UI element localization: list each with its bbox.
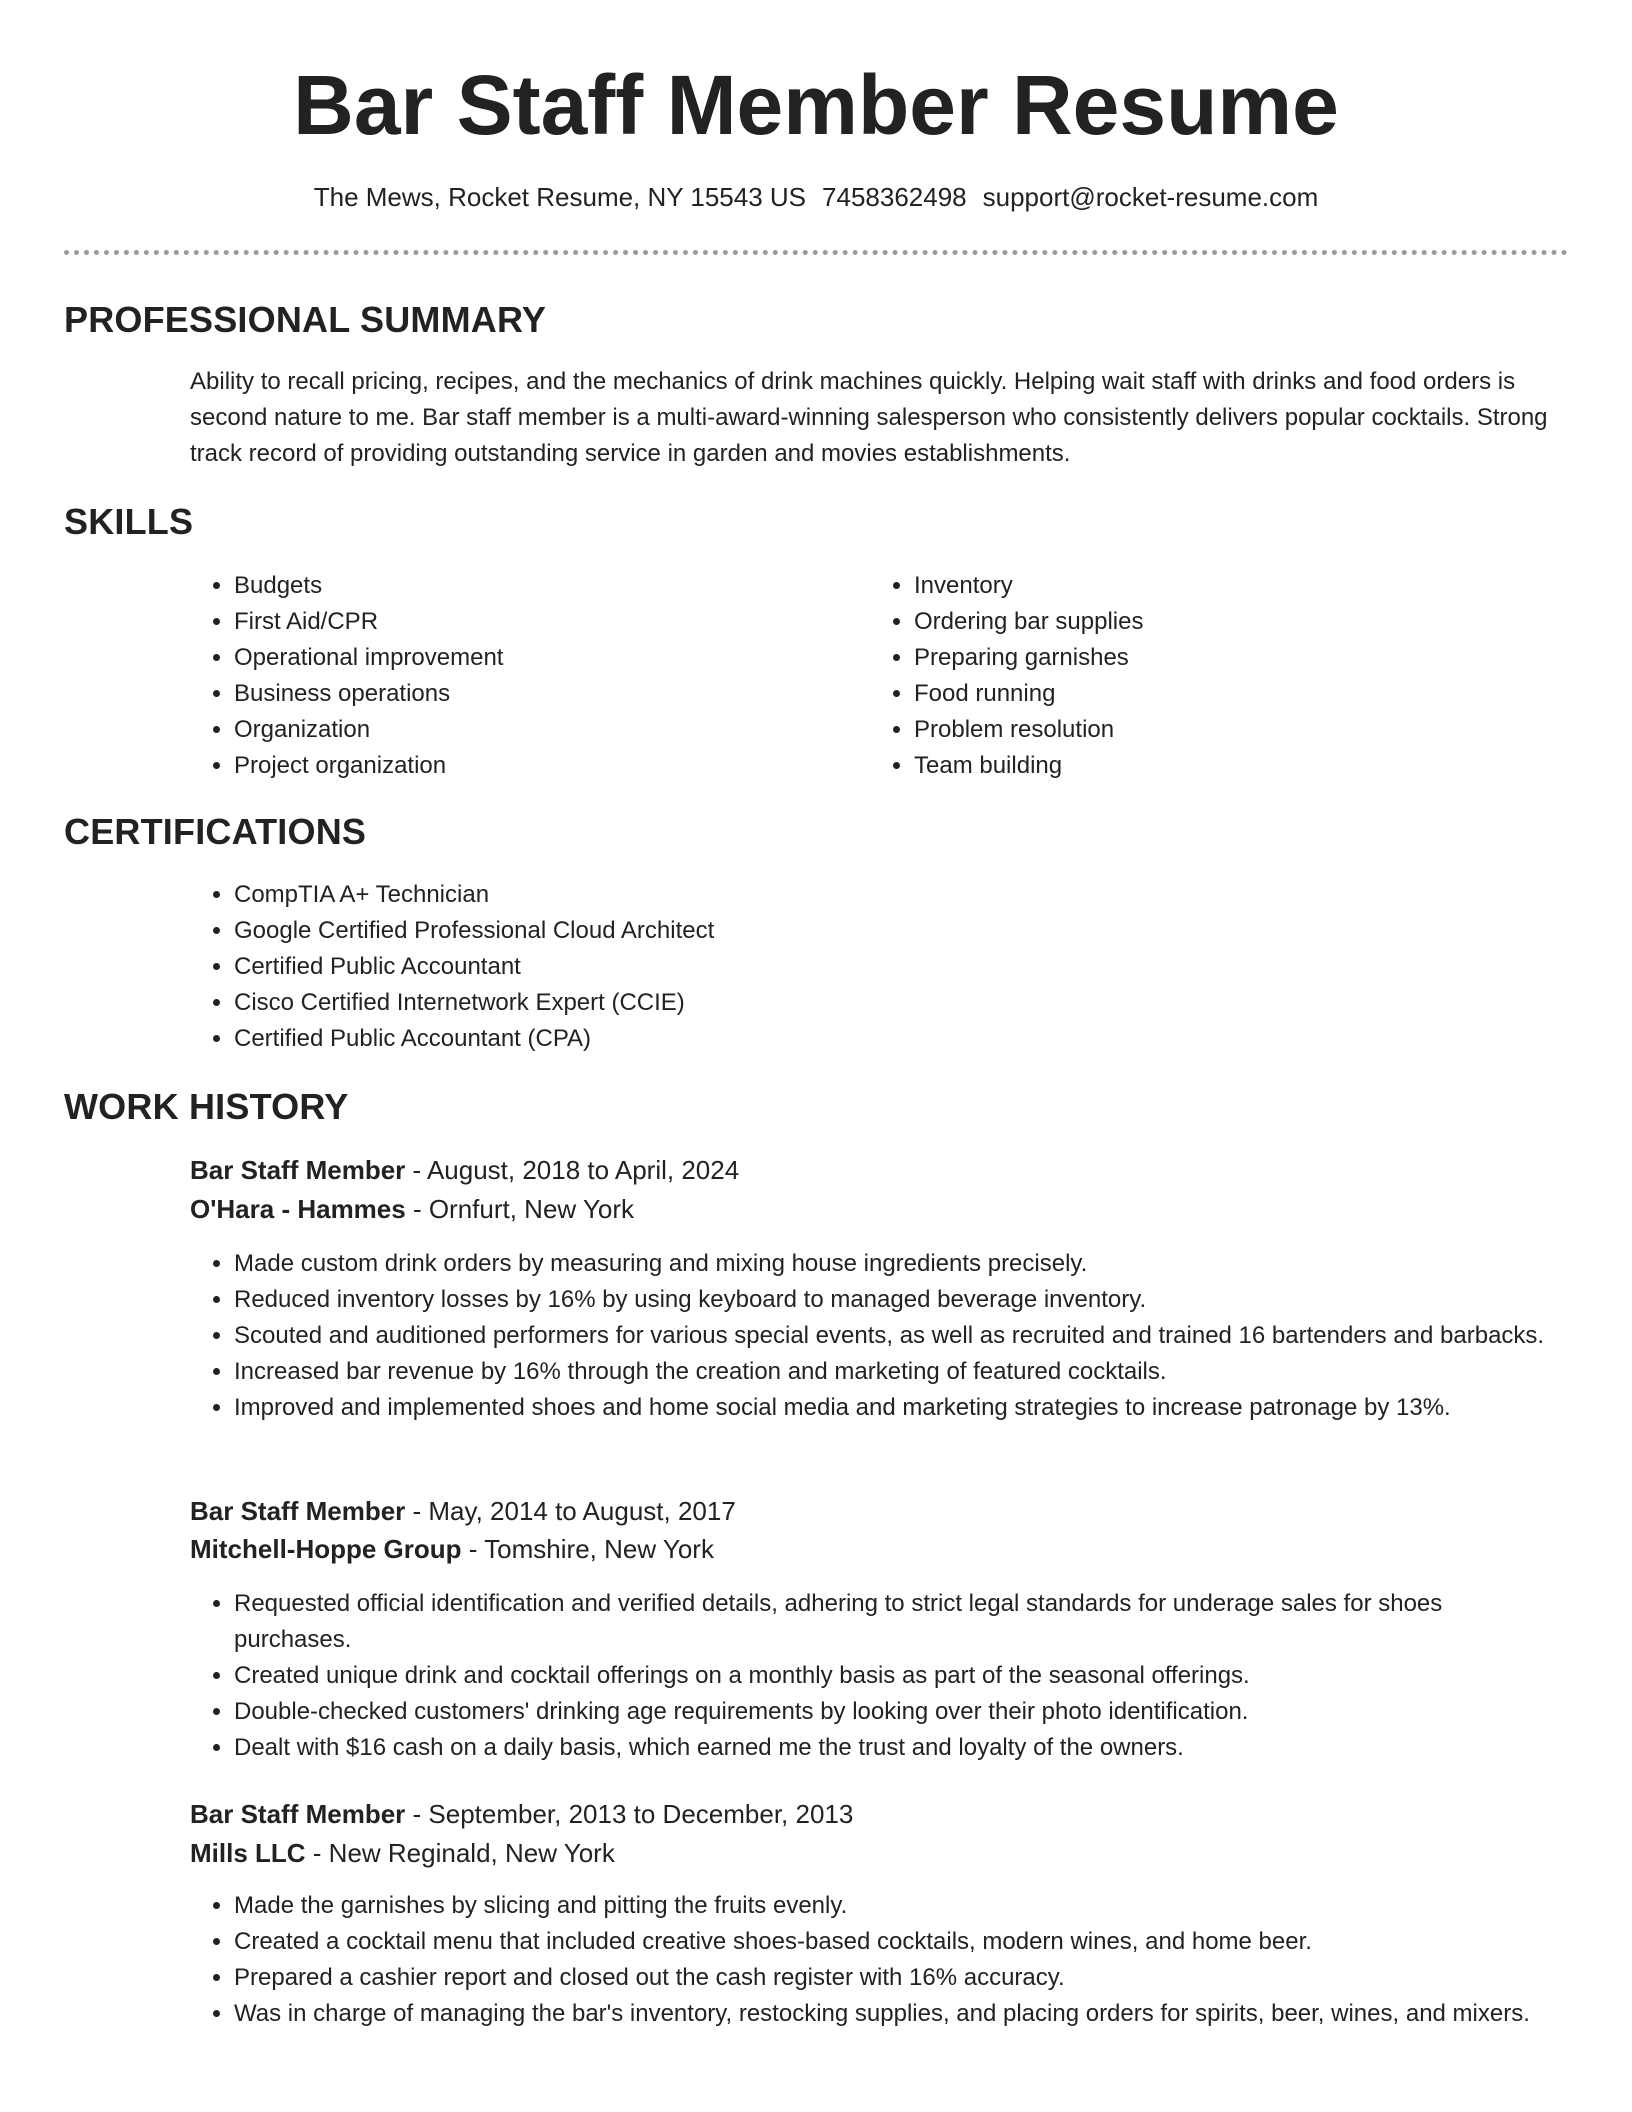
list-item: • Project organization: [234, 748, 854, 784]
list-item: • Created a cocktail menu that included creative shoes-based cocktails, modern wines, and home beer.: [234, 1924, 1564, 1960]
skills-heading: SKILLS: [64, 501, 194, 542]
list-item: • Budgets: [234, 568, 854, 604]
job-1-location: - Ornfurt, New York: [405, 1194, 635, 1224]
job-3-role-line: [190, 1795, 853, 1833]
list-item: • Scouted and auditioned performers for various special events, as well as recruited and trained 16 bartenders and barbacks.: [234, 1318, 1564, 1354]
job-2-role-line: [190, 1492, 736, 1530]
list-item: • Business operations: [234, 676, 854, 712]
job-2-duties: [190, 1586, 1564, 1766]
job-3-role: Bar Staff Member: [190, 1799, 406, 1829]
job-1-role: Bar Staff Member: [190, 1155, 406, 1185]
list-item: • First Aid/CPR: [234, 604, 854, 640]
list-item: • Inventory: [914, 568, 1534, 604]
job-3-location: - New Reginald, New York: [305, 1838, 615, 1868]
list-item: • Created unique drink and cocktail offerings on a monthly basis as part of the seasonal offerings.: [234, 1658, 1564, 1694]
list-item: • Made the garnishes by slicing and pitting the fruits evenly.: [234, 1888, 1564, 1924]
list-item: • Ordering bar supplies: [914, 604, 1534, 640]
contact-email: support@rocket-resume.com: [982, 182, 1319, 212]
list-item: • Food running: [914, 676, 1534, 712]
job-2-location: - Tomshire, New York: [461, 1534, 714, 1564]
list-item: • Improved and implemented shoes and home social media and marketing strategies to increase patronage by 13%.: [234, 1390, 1564, 1426]
header-divider: [64, 250, 1568, 255]
list-item: • Organization: [234, 712, 854, 748]
list-item: • Dealt with $16 cash on a daily basis, which earned me the trust and loyalty of the owners.: [234, 1730, 1564, 1766]
certifications-heading: CERTIFICATIONS: [64, 811, 367, 852]
list-item: • Made custom drink orders by measuring and mixing house ingredients precisely.: [234, 1246, 1564, 1282]
list-item: • Was in charge of managing the bar's inventory, restocking supplies, and placing orders for spirits, beer, wines, and mixers.: [234, 1996, 1564, 2032]
list-item: • Prepared a cashier report and closed out the cash register with 16% accuracy.: [234, 1960, 1564, 1996]
work-history-heading: WORK HISTORY: [64, 1086, 349, 1127]
job-1-company: O'Hara - Hammes: [190, 1194, 406, 1224]
job-1-dates: - August, 2018 to April, 2024: [405, 1155, 740, 1185]
list-item: • Double-checked customers' drinking age requirements by looking over their photo identification.: [234, 1694, 1564, 1730]
job-1-role-line: [190, 1151, 739, 1189]
skills-list-left: [190, 568, 854, 784]
job-2-role: Bar Staff Member: [190, 1496, 406, 1526]
job-1-duties: [190, 1246, 1564, 1426]
list-item: • Team building: [914, 748, 1534, 784]
list-item: • Certified Public Accountant: [234, 949, 1434, 985]
list-item: • Increased bar revenue by 16% through the creation and marketing of featured cocktails.: [234, 1354, 1564, 1390]
job-2-company-line: [190, 1530, 714, 1568]
summary-heading: PROFESSIONAL SUMMARY: [64, 299, 547, 340]
list-item: • Cisco Certified Internetwork Expert (CCIE): [234, 985, 1434, 1021]
list-item: • Certified Public Accountant (CPA): [234, 1021, 1434, 1057]
job-3-dates: - September, 2013 to December, 2013: [405, 1799, 854, 1829]
list-item: • Problem resolution: [914, 712, 1534, 748]
contact-address: The Mews, Rocket Resume, NY 15543 US: [313, 182, 807, 212]
list-item: • Requested official identification and verified details, adhering to strict legal standards for underage sales for shoes purchases.: [234, 1586, 1564, 1658]
contact-phone: 7458362498: [822, 182, 967, 212]
resume-title: Bar Staff Member Resume: [293, 58, 1339, 152]
list-item: • Reduced inventory losses by 16% by using keyboard to managed beverage inventory.: [234, 1282, 1564, 1318]
summary-text: Ability to recall pricing, recipes, and the mechanics of drink machines quickly. Helping wait staff with drinks and food orders is second nature to me. Bar staff member is a multi-award-winning salesperson who consistently delivers popular cocktails. Strong track record of providing outstanding service in garden and movies establishments.: [190, 368, 1548, 467]
skills-list-right: [870, 568, 1534, 784]
list-item: • Operational improvement: [234, 640, 854, 676]
certifications-list: [190, 877, 1434, 1057]
list-item: • Preparing garnishes: [914, 640, 1534, 676]
list-item: • CompTIA A+ Technician: [234, 877, 1434, 913]
job-1-company-line: [190, 1190, 634, 1228]
job-2-dates: - May, 2014 to August, 2017: [405, 1496, 736, 1526]
job-3-duties: [190, 1888, 1564, 2032]
job-3-company: Mills LLC: [190, 1838, 306, 1868]
job-3-company-line: [190, 1834, 615, 1872]
job-2-company: Mitchell-Hoppe Group: [190, 1534, 462, 1564]
list-item: • Google Certified Professional Cloud Architect: [234, 913, 1434, 949]
contact-line: [0, 180, 1632, 214]
